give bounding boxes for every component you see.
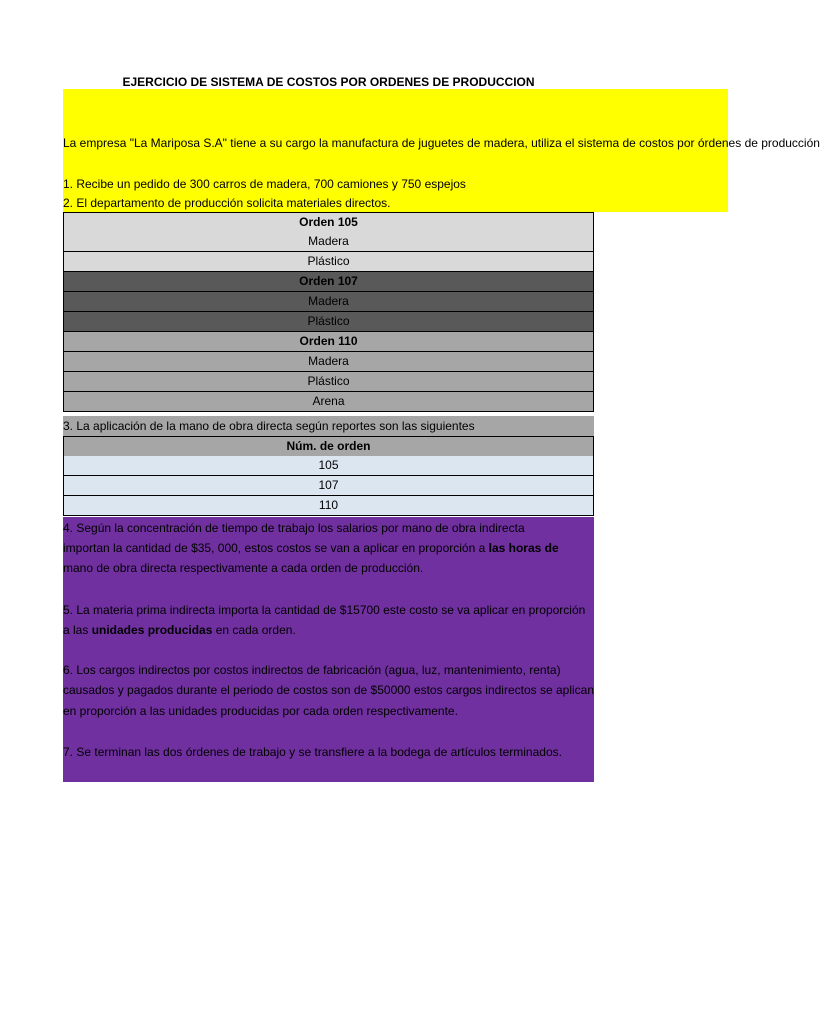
- step-5-text: a las: [63, 623, 92, 637]
- order-110-item: Madera: [63, 352, 594, 372]
- step-6-line-2: causados y pagados durante el periodo de costos son de $50000 estos cargos indirectos se aplican: [63, 683, 595, 697]
- labor-table-row: 105: [63, 456, 594, 476]
- order-107-item: Madera: [63, 292, 594, 312]
- step-1: 1. Recibe un pedido de 300 carros de madera, 700 camiones y 750 espejos: [63, 177, 466, 191]
- step-5-text-end: en cada orden.: [212, 623, 296, 637]
- company-description: La empresa "La Mariposa S.A" tiene a su cargo la manufactura de juguetes de madera, utiliza el sistema de costos por órdenes de producción: [63, 136, 820, 150]
- order-107-item: Plástico: [63, 312, 594, 332]
- order-110-item: Arena: [63, 392, 594, 412]
- order-105-header: Orden 105: [63, 212, 594, 233]
- step-4-text: importan la cantidad de $35, 000, estos costos se van a aplicar en proporción a: [63, 541, 489, 555]
- step-5-emphasis: unidades producidas: [91, 623, 213, 637]
- sheet-title: EJERCICIO DE SISTEMA DE COSTOS POR ORDENES DE PRODUCCION: [122, 75, 535, 89]
- later-steps-block: [63, 517, 594, 782]
- labor-table-row: 110: [63, 496, 594, 516]
- step-7-line-1: 7. Se terminan las dos órdenes de trabajo y se transfiere a la bodega de artículos terminados.: [63, 745, 562, 759]
- labor-table-row: 107: [63, 476, 594, 496]
- step-4-line-3: mano de obra directa respectivamente a cada orden de producción.: [63, 561, 424, 575]
- step-4-emphasis: las horas de: [488, 541, 559, 555]
- order-105-item: Plástico: [63, 252, 594, 272]
- step-6-line-3: en proporción a las unidades producidas por cada orden respectivamente.: [63, 704, 458, 718]
- step-4-line-2: [63, 538, 594, 558]
- step-5-line-1: 5. La materia prima indirecta importa la cantidad de $15700 este costo se va aplicar en proporción: [63, 603, 586, 617]
- step-4-line-1: 4. Según la concentración de tiempo de trabajo los salarios por mano de obra indirecta: [63, 521, 525, 535]
- order-110-item: Plástico: [63, 372, 594, 392]
- labor-table-header: Núm. de orden: [63, 436, 594, 457]
- order-105-item: Madera: [63, 232, 594, 252]
- step-6-line-1: 6. Los cargos indirectos por costos indirectos de fabricación (agua, luz, mantenimiento, renta): [63, 663, 561, 677]
- step-2: 2. El departamento de producción solicita materiales directos.: [63, 196, 391, 210]
- order-107-header: Orden 107: [63, 272, 594, 292]
- step-5-line-2: [63, 620, 594, 640]
- order-110-header: Orden 110: [63, 332, 594, 352]
- step-3: 3. La aplicación de la mano de obra directa según reportes son las siguientes: [63, 416, 594, 436]
